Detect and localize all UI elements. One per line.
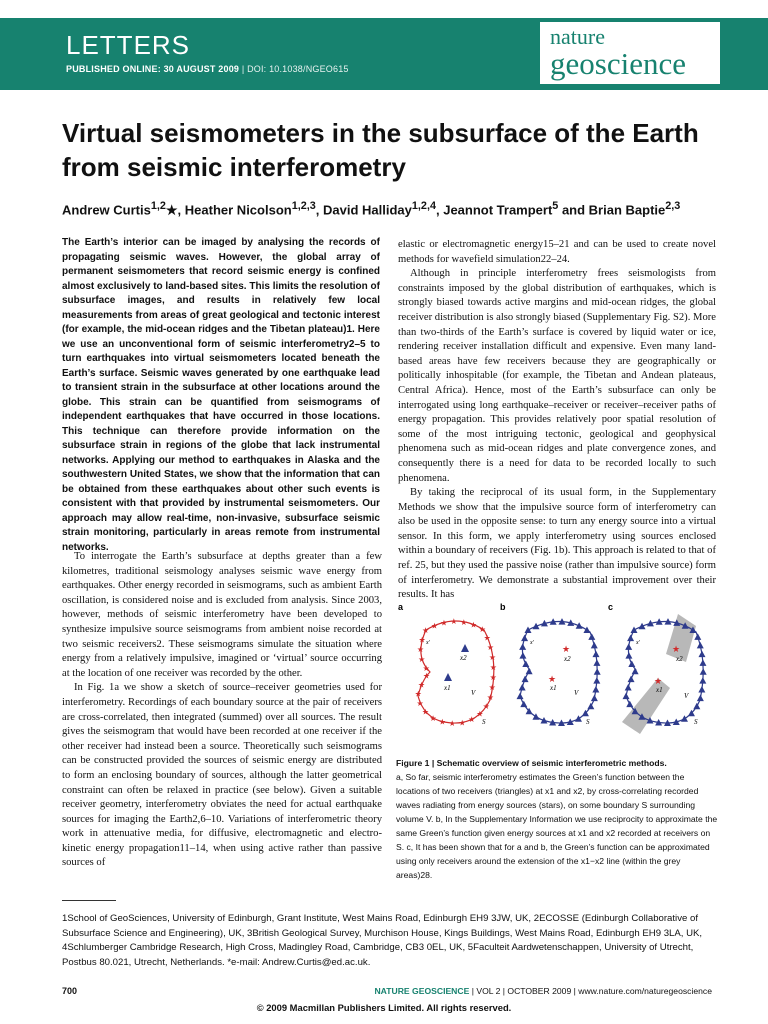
panel-a-label: a: [398, 602, 404, 612]
x1-label-c: x1: [656, 686, 663, 694]
author-list: Andrew Curtis$^{1,2}$★, Heather Nicolson$^{1,2,3}$, David Halliday$^{1,2,4}$, Jeannot Trampert$^5$ and Brian Baptie$^{2,3}$: [62, 200, 681, 218]
source-star: ★: [482, 701, 490, 711]
star-x1-b: ★: [548, 674, 557, 684]
x2-label-b: x2: [564, 655, 571, 663]
receiver-x1-a: [444, 673, 452, 681]
s-label-b: S: [586, 718, 590, 726]
paragraph: To interrogate the Earth’s subsurface at depths greater than a few kilometres, traditional seismology analyses seismic wave energy from earthquakes. Other energy recorded in seismograms, such as ambient Earth oscillation, is considered noise and is excluded from analysis. Since 2003, however, methods of seismic interferometry have been developed to synthesize impulsive source seismograms from ambient noise recorded at two seismic receivers2. These seismograms simulate the situation where energy from a relatively impulsive, imagined or ‘virtual’ source occurring at the location of one receiver was recorded by the other.: [62, 551, 382, 679]
journal-logo: [540, 22, 720, 84]
v-label-c: V: [684, 692, 689, 700]
receiver-triangle: [594, 668, 601, 675]
source-star: ★: [416, 699, 424, 709]
receiver-triangle: [625, 643, 632, 650]
receiver-triangle: [700, 668, 707, 675]
receiver-triangle: [628, 660, 635, 666]
v-label-a: V: [471, 689, 476, 697]
receiver-triangle: [627, 635, 634, 642]
source-star: ★: [458, 718, 466, 728]
boundary-b: [520, 621, 597, 723]
sources-a: [415, 617, 497, 728]
receiver-triangle: [698, 686, 705, 693]
source-star: ★: [429, 714, 437, 724]
receiver-x2-a: [461, 644, 469, 652]
source-star: ★: [421, 707, 429, 717]
source-star: ★: [489, 672, 497, 682]
receiver-triangle: [526, 668, 533, 675]
caption-heading: Figure 1 | Schematic overview of seismic interferometric methods.: [396, 758, 667, 768]
separator: |: [241, 64, 248, 74]
receiver-triangle: [592, 686, 599, 693]
receiver-triangle: [593, 659, 600, 666]
source-star: ★: [450, 617, 458, 627]
receiver-triangle: [697, 642, 704, 649]
receiver-triangle: [697, 695, 704, 702]
source-star: ★: [414, 689, 422, 699]
receiver-triangle: [522, 660, 529, 667]
s-label-c: S: [694, 718, 698, 726]
published-date: PUBLISHED ONLINE: 30 AUGUST 2009: [66, 64, 240, 74]
journal-footer: [374, 986, 712, 996]
body-column-1: [62, 550, 382, 871]
source-star: ★: [438, 717, 446, 727]
x2-label-c: x2: [676, 655, 683, 663]
paragraph: elastic or electromagnetic energy15–21 and can be used to create novel methods for wavefield simulation22–24.: [398, 239, 716, 265]
affiliations: 1School of GeoSciences, University of Edinburgh, Grant Institute, West Mains Road, Edinburgh EH9 3JW, UK, 2ECOSSE (Edinburgh Collaborative of Subsurface Science and Engineering), UK, 3British Geological Survey, Murchison House, Kings Buildings, West Mains Road, Edinburgh EH9 3LA, UK, 4Schlumberger Cambridge Research, High Cross, Madingley Road, Cambridge, CB3 0EL, UK, 5Faculteit Aardwetenschappen, University of Utrecht, Postbus 80.021, Utrecht, Netherlands. *e-mail: Andrew.Curtis@ed.ac.uk.: [62, 913, 703, 968]
receiver-triangle: [593, 677, 600, 684]
xprime-label-c: x′: [636, 640, 640, 646]
source-star: ★: [416, 645, 425, 655]
source-star: ★: [476, 709, 484, 719]
receiver-triangle: [576, 622, 583, 629]
receiver-triangle: [592, 651, 599, 658]
s-label-a: S: [482, 718, 486, 726]
receiver-triangle: [519, 643, 526, 650]
receiver-triangle: [631, 627, 638, 634]
issue-info: | VOL 2 | OCTOBER 2009 | www.nature.com/naturegeoscience: [469, 986, 712, 996]
paragraph: In Fig. 1a we show a sketch of source–receiver geometries used for interferometry. Recordings of each boundary source at the pair of receivers are cross-correlated, then integrated (summed) over all sources. The result gives the seismogram that would have been recorded at one receiver if the other receiver had instead been a source. Theoretically such seismograms can be constructed provided the sources of seismic energy are distributed to form an enclosing boundary of sources, although the latter geometrical constraint can often be relaxed in practice (see below). Given a suitable receiver geometry, interferometry obviates the need for actual earthquake sources for imaging the Earth2,6–10. Variations of interferometric theory work in attenuative media, for diffusive, electromagnetic and electro-kinetic energy propagation11–14, when using active rather than passive sources of: [62, 682, 382, 869]
receiver-triangle: [694, 633, 701, 640]
footnote-rule: [62, 900, 116, 901]
receiver-triangle: [525, 627, 532, 634]
source-star: ★: [489, 662, 497, 672]
receiver-triangle: [681, 715, 688, 722]
source-star: ★: [417, 680, 426, 690]
logo-nature: nature: [550, 24, 605, 49]
receiver-triangle: [699, 677, 706, 684]
panel-c-label: c: [608, 602, 614, 612]
copyright: © 2009 Macmillan Publishers Limited. All rights reserved.: [256, 1002, 512, 1013]
star-x1-c: ★: [654, 676, 663, 686]
receiver-triangle: [520, 701, 527, 708]
doi-link[interactable]: DOI: 10.1038/NGEO615: [247, 64, 349, 74]
source-star: ★: [483, 633, 491, 643]
source-star: ★: [460, 617, 468, 627]
source-star: ★: [418, 635, 426, 645]
receiver-triangle: [519, 684, 526, 691]
receiver-triangle: [639, 623, 646, 630]
source-star: ★: [488, 682, 496, 692]
xprime-label-b: x′: [530, 640, 534, 646]
star-x2-c: ★: [672, 644, 681, 654]
source-star: ★: [486, 692, 494, 702]
paragraph: By taking the reciprocal of its usual form, in the Supplementary Methods we show that the impulsive source form of interferometry can also be used in the opposite sense: to turn any energy source into a virtual sensor. In this form, we apply interferometry using sources enclosed within a boundary of receivers (Fig. 1b). This approach is related to that of ref. 25, but they used the passive noise (rather than impulsive source) form of interferometry. We demonstrate a substantial improvement over their results. It has: [398, 487, 716, 601]
source-star: ★: [448, 719, 456, 729]
caption-body: a, So far, seismic interferometry estimates the Green’s function between the locations of two receivers (triangles) at x1 and x2, by cross-correlating recorded waves radiating from energy sources (stars), on some boundary S surrounding volume V. b, In the Supplementary Information we use reciprocity to approximate the same Green’s function given energy sources at x1 and x2 recorded at receivers on S. c, It has been shown that for a and b, the Green’s function can be approximated using only receivers around the extension of the x1−x2 line (within the grey areas)28.: [396, 772, 718, 880]
logo-geoscience: geoscience: [550, 46, 686, 81]
receiver-triangle: [628, 676, 635, 683]
receiver-triangle: [625, 684, 632, 691]
receiver-triangle: [623, 693, 630, 700]
receiver-triangle: [698, 651, 705, 658]
source-star: ★: [486, 643, 494, 653]
xprime-label-a: x′: [426, 640, 430, 646]
receiver-triangle: [583, 626, 590, 633]
receiver-triangle: [588, 633, 595, 640]
page-number: 700: [62, 986, 78, 996]
v-label-b: V: [574, 689, 579, 697]
star-x2-b: ★: [562, 644, 571, 654]
source-star: ★: [422, 664, 430, 674]
receiver-triangle: [587, 703, 594, 710]
receiver-triangle: [632, 668, 639, 675]
receiver-triangle: [575, 715, 582, 722]
abstract: The Earth’s interior can be imaged by analysing the records of propagating seismic waves. However, the global array of permanent seismometers that record seismic energy is confined almost exclusively to land-based sites. This limits the resolution of subsurface images, and results in relatively few local measurements from areas of great geological and tectonic interest (for example, the mid-ocean ridges and the Tibetan plateau)1. Here we use an unconventional form of seismic interferometry2–5 to turn earthquakes into virtual seismometers located beneath the Earth’s surface. Seismic waves generated by one earthquake lead to transient strain in the subsurface at other locations around the globe. This strain can be quantified from seismograms of independent earthquakes that have occurred in those locations. This technique can therefore provide information on the subsurface strain in regions of the globe that lack instrumental networks. Applying our method to earthquakes in Alaska and the southwestern United States, we show that the information that can be obtained from these earthquakes about other such events is consistent with that provided by instrumental seismometers. Our approach may allow real-time, non-invasive, subsurface seismic strain monitoring, particularly in areas remote from instrumental networks.: [62, 237, 380, 553]
receiver-triangle: [625, 652, 632, 659]
receiver-triangle: [693, 703, 700, 710]
body-column-2: [398, 238, 716, 603]
article-title: Virtual seismometers in the subsurface of the Earth from seismic interferometry: [62, 118, 699, 182]
source-star: ★: [478, 625, 486, 635]
paragraph: Although in principle interferometry frees seismologists from constraints imposed by the global distribution of earthquakes, which is strongly biased towards active margins and mid-ocean ridges, the global receiver distribution is also strongly biased (Supplementary Fig. S2). More than two-thirds of the Earth’s surface is covered by liquid water or ice, rendering receiver installation difficult and expensive. Even many land-based areas have few receivers because they are geographically or politically inhospitable (for example, the Tibetan and Andean plateaus, Central Africa). Hence, most of the Earth’s subsurface can only be interrogated using long earthquake–receiver or receiver–receiver paths of energy propagation. This provides relatively poor spatial resolution of some of the most intriguing tectonic, geological and geophysical phenomena such as mid-ocean ridges and plate convergence zones, and consequently there is a need for data to be recorded locally to such phenomena.: [398, 268, 716, 484]
publication-info: [66, 64, 349, 74]
source-star: ★: [488, 653, 497, 663]
source-star: ★: [430, 621, 439, 631]
source-star: ★: [468, 715, 476, 725]
receiver-triangle: [591, 642, 598, 649]
figure-caption: [396, 756, 718, 882]
source-star: ★: [418, 655, 426, 665]
figure-1: [396, 600, 718, 740]
panel-b-label: b: [500, 602, 506, 612]
receiver-triangle: [521, 635, 528, 642]
receiver-triangle: [517, 693, 524, 700]
receiver-triangle: [522, 676, 529, 683]
x1-label-a: x1: [444, 684, 451, 692]
source-star: ★: [422, 671, 431, 681]
receiver-triangle: [533, 623, 540, 630]
receiver-triangle: [591, 695, 598, 702]
x1-label-b: x1: [550, 684, 557, 692]
journal-name: NATURE GEOSCIENCE: [374, 986, 470, 996]
receiver-triangle: [626, 701, 633, 708]
receiver-triangle: [519, 652, 526, 659]
section-label: LETTERS: [66, 30, 191, 60]
source-star: ★: [469, 620, 478, 630]
source-star: ★: [440, 618, 448, 628]
source-star: ★: [422, 626, 430, 635]
receiver-triangle: [532, 713, 539, 720]
x2-label-a: x2: [460, 654, 467, 662]
receiver-triangle: [699, 659, 706, 666]
